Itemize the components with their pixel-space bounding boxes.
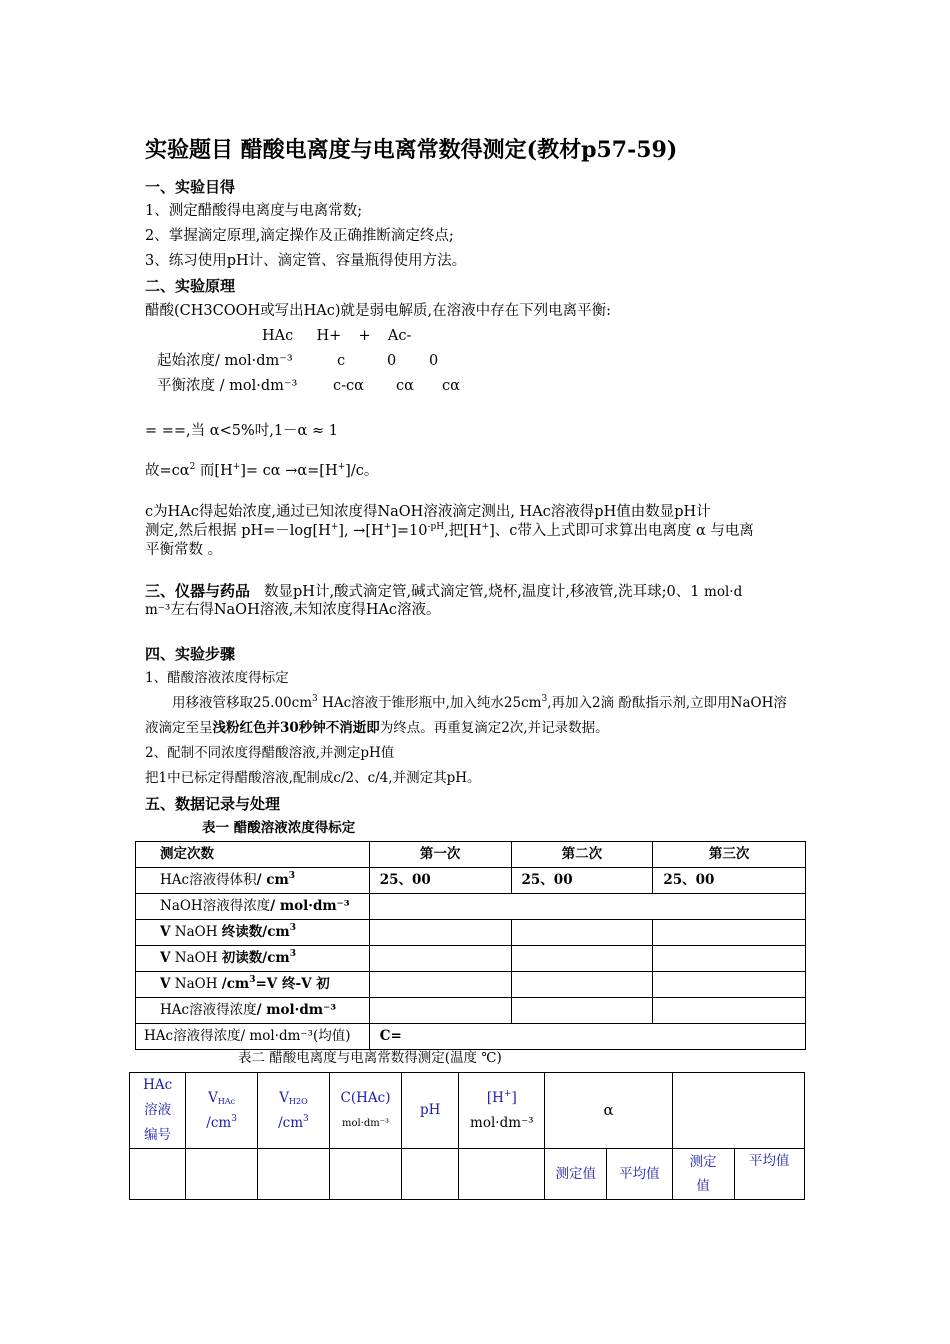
table-row	[136, 868, 806, 894]
purpose-item-1: 1、测定醋酸得电离度与电离常数;	[145, 203, 363, 219]
equil-conc-hac: c-cα	[333, 378, 364, 394]
step-1-line-1	[172, 693, 787, 713]
unit-text: mol·dm⁻³	[341, 1117, 390, 1129]
purpose-item-2: 2、掌握滴定原理,滴定操作及正确推断滴定终点;	[145, 228, 454, 244]
t1-cell-diff-1[interactable]	[369, 972, 511, 998]
t2-header-v-h2o	[258, 1073, 330, 1149]
v-text: V	[160, 950, 171, 966]
t1-row-hac-conc-label	[136, 998, 370, 1024]
step1-d: 液滴定至呈	[145, 720, 213, 736]
t1-cell-final-3[interactable]	[653, 920, 806, 946]
purpose-item-3: 3、练习使用pH计、滴定管、容量瓶得使用方法。	[145, 253, 467, 269]
principle-para-1: c为HAc得起始浓度,通过已知浓度得NaOH溶液滴定测出, HAc溶液得pH值由数显pH计	[145, 504, 711, 520]
v-text: V	[160, 924, 171, 940]
header-line: 编号	[144, 1127, 172, 1143]
t1-cell-volume-1: 25、00	[369, 868, 511, 894]
equipment-text-1: 数显pH计,酸式滴定管,碱式滴定管,烧杯,温度计,移液管,洗耳球;0、1	[264, 584, 705, 600]
step1-a: 用移液管移取25.00cm	[172, 695, 313, 711]
initial-conc-ac: 0	[429, 353, 439, 369]
label-text: HAc溶液得体积	[160, 872, 257, 888]
unit-text: / mol·dm⁻³	[270, 898, 350, 914]
t1-cell-initial-3[interactable]	[653, 946, 806, 972]
v-text: V	[279, 1089, 289, 1106]
table-1-acid-calibration	[135, 841, 806, 1050]
ka-part-a: 故=cα	[145, 463, 190, 479]
t1-cell-final-2[interactable]	[511, 920, 653, 946]
sup-plus: +	[337, 462, 346, 472]
principle-para-2	[145, 521, 754, 541]
sup-3: 3	[312, 694, 318, 704]
unit-text: mol·dm⁻³	[470, 1114, 534, 1131]
naoh-text: NaOH	[170, 924, 222, 940]
para2-c: ]=10	[391, 523, 428, 539]
initial-conc-h: 0	[387, 353, 397, 369]
para2-d: ,把[H	[444, 523, 482, 539]
t1-cell-hac-conc-2[interactable]	[511, 998, 653, 1024]
t1-row-volume-diff-label	[136, 972, 370, 998]
t1-row-final-reading-label	[136, 920, 370, 946]
sup-plus: +	[383, 522, 392, 532]
sup-plus: +	[330, 522, 339, 532]
ka-expression	[145, 461, 378, 481]
section-5-heading: 五、数据记录与处理	[145, 795, 281, 813]
section-3-heading: 三、仪器与药品	[145, 582, 251, 600]
sup-3: 3	[303, 1113, 309, 1124]
step-1-line-2	[145, 718, 609, 738]
label-text: NaOH溶液得浓度	[160, 898, 271, 914]
sup-minus-ph: -pH	[427, 522, 445, 532]
t1-cell-hac-conc-3[interactable]	[653, 998, 806, 1024]
approximation-line: = ==,当 α<5%吋,1－α ≈ 1	[145, 423, 338, 439]
t1-header-label: 测定次数	[136, 842, 370, 868]
initial-conc-hac: c	[337, 353, 346, 369]
label-text: HAc溶液得浓度	[160, 1002, 257, 1018]
unit-text: /cm	[278, 1114, 304, 1131]
t1-row-initial-reading-label	[136, 946, 370, 972]
t1-cell-initial-1[interactable]	[369, 946, 511, 972]
t1-header-trial-3: 第三次	[653, 842, 806, 868]
table-2-caption: 表二 醋酸电离度与电离常数得测定(温度 ℃)	[238, 1050, 502, 1066]
endpoint-emphasis: 浅粉红色并30秒钟不消逝即	[212, 720, 380, 736]
t1-header-trial-1: 第一次	[369, 842, 511, 868]
ka-part-b: 而[H	[195, 463, 233, 479]
sup-plus: +	[481, 522, 490, 532]
sup-3: 3	[289, 923, 296, 933]
table-2-ionization	[129, 1072, 805, 1200]
section-3-line-1	[145, 581, 742, 602]
sub-hac: HAc	[217, 1096, 236, 1106]
subheader-text: 测定值	[689, 1154, 717, 1194]
sup-3: 3	[541, 694, 548, 704]
t2-cell[interactable]	[402, 1149, 459, 1200]
t1-cell-hac-conc-1[interactable]	[369, 998, 511, 1024]
t1-cell-diff-3[interactable]	[653, 972, 806, 998]
para2-e: ]、c带入上式即可求算出电离度 α 与电离	[489, 523, 754, 539]
naoh-text: NaOH	[170, 950, 222, 966]
principle-para-3: 平衡常数 。	[145, 542, 223, 558]
sup-3: 3	[249, 975, 256, 985]
naoh-text: NaOH	[170, 976, 222, 992]
eq-species-h: H+	[316, 328, 342, 344]
equilibrium-equation	[262, 326, 411, 346]
t1-cell-hac-mean[interactable]: C=	[369, 1024, 805, 1050]
t1-cell-naoh-conc[interactable]	[369, 894, 805, 920]
table-row	[136, 972, 806, 998]
equipment-unit: mol·d	[704, 584, 743, 600]
step-2-text: 把1中已标定得醋酸溶液,配制成c/2、c/4,并测定其pH。	[145, 770, 481, 786]
t1-header-trial-2: 第二次	[511, 842, 653, 868]
header-line: HAc	[143, 1077, 173, 1093]
t2-header-alpha: α	[545, 1073, 672, 1149]
bracket-text: ]	[511, 1089, 517, 1106]
t2-subheader-measured-2	[672, 1149, 734, 1200]
para2-b: ], →[H	[338, 523, 384, 539]
equipment-unit-tail: m⁻³	[145, 602, 171, 618]
v-text: V	[160, 976, 171, 992]
t2-header-ka	[672, 1073, 804, 1149]
table-row	[130, 1149, 805, 1200]
sup-3: 3	[288, 871, 295, 881]
t1-row-hac-volume-label	[136, 868, 370, 894]
t2-header-c-hac	[329, 1073, 401, 1149]
step1-e: 为终点。再重复滴定2次,并记录数据。	[379, 720, 609, 736]
t2-cell[interactable]	[186, 1149, 258, 1200]
bracket-text: [H	[486, 1089, 504, 1106]
step1-c: ,再加入2滴 酚酞指示剂,立即用NaOH溶	[547, 695, 787, 711]
sup-2: 2	[189, 462, 196, 472]
sup-3: 3	[289, 949, 296, 959]
t2-header-h-conc	[459, 1073, 545, 1149]
page-title: 实验题目 醋酸电离度与电离常数得测定(教材p57-59)	[145, 137, 678, 163]
t2-cell[interactable]	[258, 1149, 330, 1200]
label-text: 初读数/cm	[221, 950, 290, 966]
t2-subheader-measured: 测定值	[545, 1149, 607, 1200]
table-row	[136, 842, 806, 868]
t2-subheader-average: 平均值	[607, 1149, 672, 1200]
header-line: 溶液	[144, 1102, 172, 1118]
table-row	[136, 1024, 806, 1050]
v-text: V	[208, 1089, 218, 1106]
principle-intro: 醋酸(CH3COOH或写出HAc)就是弱电解质,在溶液中存在下列电离平衡:	[145, 303, 612, 319]
initial-conc-label: 起始浓度/ mol·dm⁻³	[157, 353, 293, 369]
t1-cell-diff-2[interactable]	[511, 972, 653, 998]
t1-cell-final-1[interactable]	[369, 920, 511, 946]
t1-row-hac-mean-label: HAc溶液得浓度/ mol·dm⁻³(均值)	[136, 1024, 370, 1050]
table-1-caption: 表一 醋酸溶液浓度得标定	[202, 820, 356, 836]
equil-conc-h: cα	[396, 378, 414, 394]
sup-3: 3	[231, 1113, 237, 1124]
t2-header-v-hac	[186, 1073, 258, 1149]
t1-cell-volume-2: 25、00	[511, 868, 653, 894]
step1-b: HAc溶液于锥形瓶中,加入纯水25cm	[317, 695, 542, 711]
t1-cell-initial-2[interactable]	[511, 946, 653, 972]
sup-plus: +	[503, 1088, 512, 1099]
section-4-heading: 四、实验步骤	[145, 645, 236, 663]
step-2-title: 2、配制不同浓度得醋酸溶液,并测定pH值	[145, 745, 395, 761]
para2-a: 测定,然后根据 pH=－log[H	[145, 523, 331, 539]
sub-h2o: H2O	[289, 1096, 308, 1106]
t1-cell-volume-3: 25、00	[653, 868, 806, 894]
table-row	[136, 946, 806, 972]
t1-row-naoh-conc-label	[136, 894, 370, 920]
t2-cell[interactable]	[459, 1149, 545, 1200]
unit-text: /cm	[206, 1114, 232, 1131]
table-row	[130, 1073, 805, 1149]
equil-conc-ac: cα	[442, 378, 460, 394]
t2-cell[interactable]	[130, 1149, 186, 1200]
unit-text: / mol·dm⁻³	[256, 1002, 337, 1018]
section-2-heading: 二、实验原理	[145, 277, 236, 295]
section-3-line-2	[145, 600, 441, 620]
equil-conc-label: 平衡浓度 / mol·dm⁻³	[157, 378, 298, 394]
header-line: C(HAc)	[340, 1089, 391, 1106]
label-text: 终读数/cm	[221, 924, 290, 940]
step-1-title: 1、醋酸溶液浓度得标定	[145, 670, 289, 686]
table-row	[136, 920, 806, 946]
table-row	[136, 894, 806, 920]
t2-cell[interactable]	[329, 1149, 401, 1200]
unit-text: / cm	[256, 872, 289, 888]
t2-header-ph: pH	[402, 1073, 459, 1149]
formula-text: =V 终-V 初	[255, 976, 330, 992]
table-row	[136, 998, 806, 1024]
eq-species-hac: HAc	[262, 328, 294, 344]
t2-header-sample-no	[130, 1073, 186, 1149]
sup-plus: +	[232, 462, 241, 472]
eq-species-ac: Ac-	[387, 328, 412, 344]
t2-subheader-average-2: 平均值	[734, 1149, 804, 1200]
unit-text: /cm	[221, 976, 250, 992]
equipment-text-2: 左右得NaOH溶液,未知浓度得HAc溶液。	[170, 602, 441, 618]
ka-part-d: ]/c。	[345, 463, 379, 479]
section-1-heading: 一、实验目得	[145, 178, 236, 196]
eq-plus: +	[358, 328, 371, 344]
ka-part-c: ]= cα →α=[H	[240, 463, 338, 479]
